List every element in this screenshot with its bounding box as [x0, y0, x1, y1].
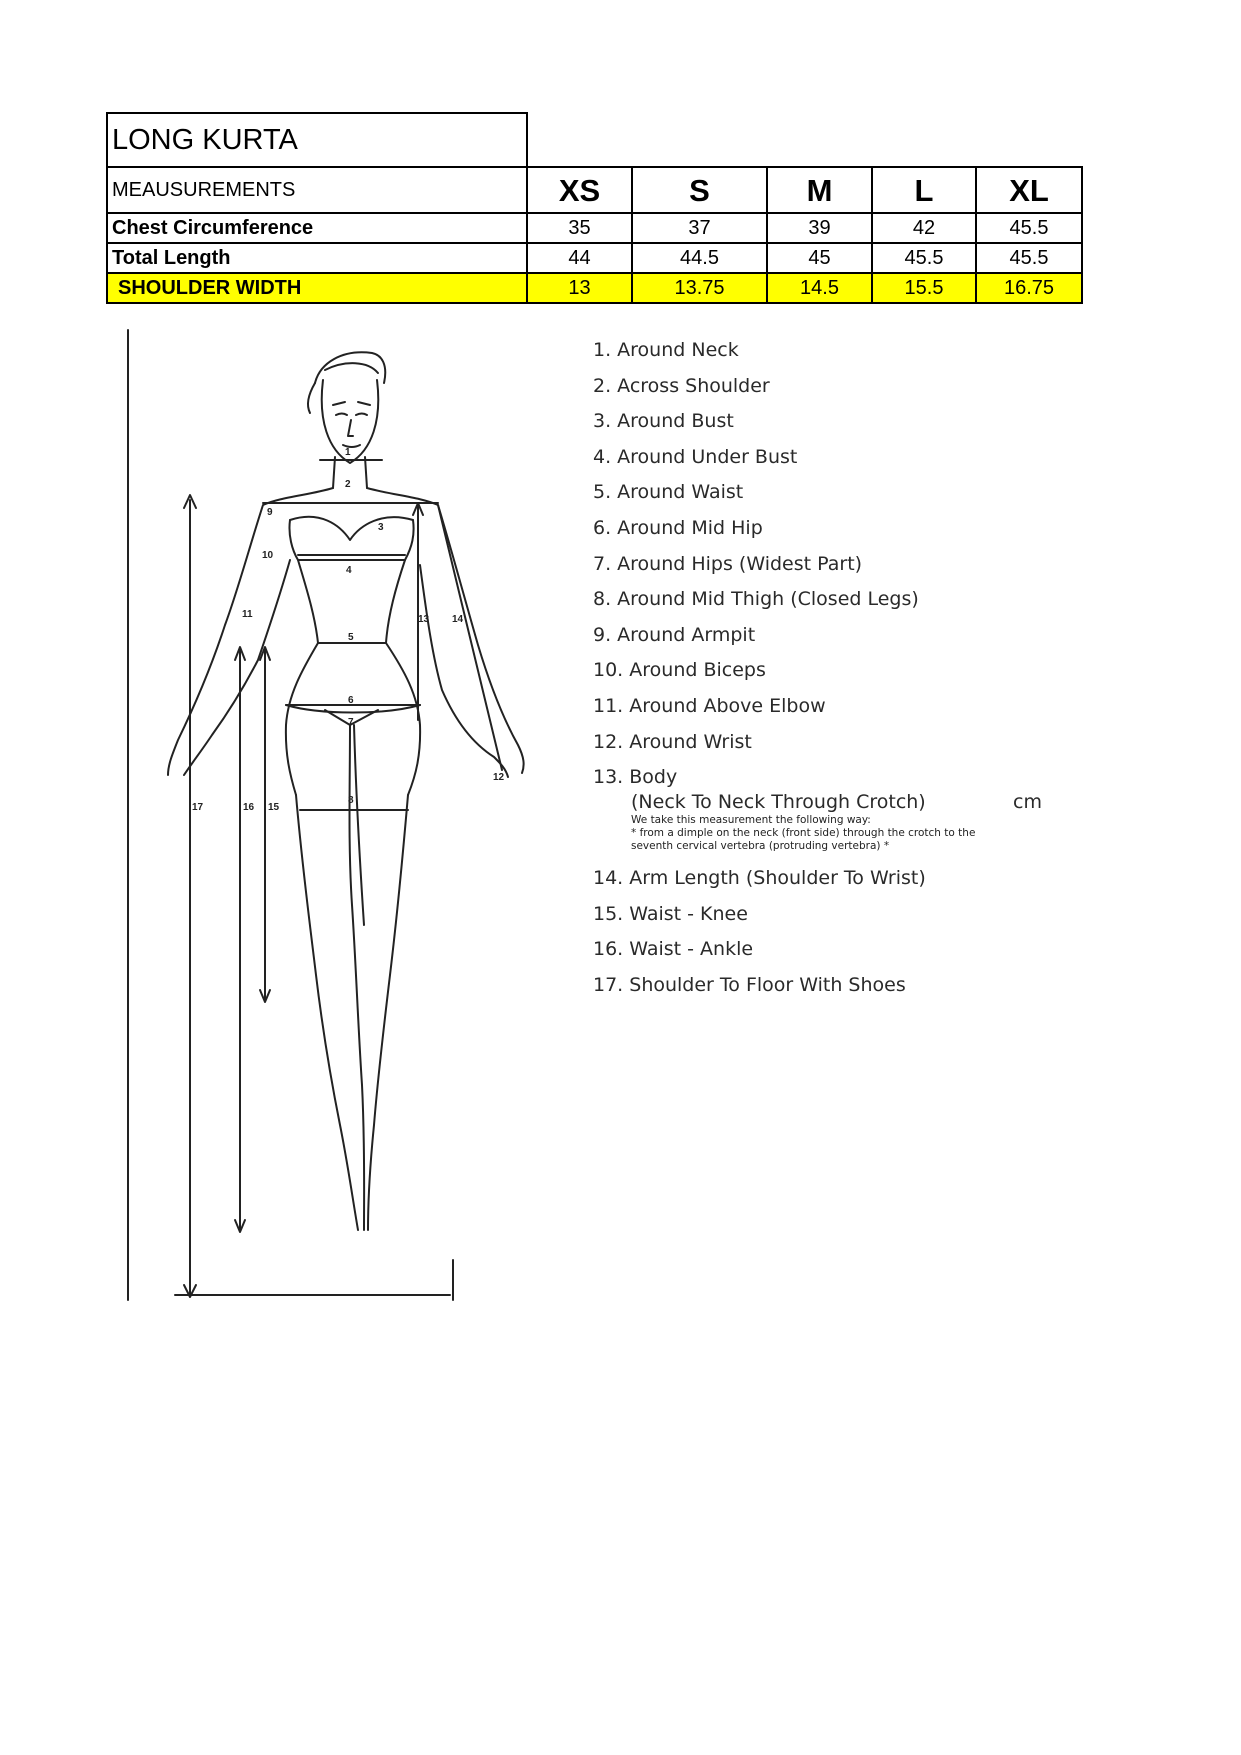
table-row [107, 213, 1082, 243]
measurements-header: MEAUSUREMENTS [107, 167, 527, 213]
callout-2: 2 [345, 479, 351, 490]
table-cell: 16.75 [976, 273, 1082, 303]
body-note-line: * from a dimple on the neck (front side) through the crotch to the [631, 827, 976, 840]
bust-top [290, 517, 413, 540]
row-label: SHOULDER WIDTH [107, 273, 527, 303]
size-header-m: M [767, 167, 872, 213]
size-header-xs: XS [527, 167, 632, 213]
legend-item: 12. Around Wrist [593, 730, 752, 753]
hip-right [386, 643, 420, 795]
table-cell: 37 [632, 213, 767, 243]
callout-17: 17 [192, 802, 204, 813]
legend-item: 15. Waist - Knee [593, 902, 748, 925]
measure-line-14 [438, 505, 502, 770]
body-note-line: seventh cervical vertebra (protruding vertebra) * [631, 840, 890, 853]
callout-11: 11 [242, 609, 253, 620]
legend-item: 14. Arm Length (Shoulder To Wrist) [593, 867, 926, 890]
brows [333, 402, 370, 405]
table-row-highlighted [107, 273, 1082, 303]
callout-1: 1 [345, 447, 351, 458]
table-cell: 39 [767, 213, 872, 243]
callout-9: 9 [267, 507, 273, 518]
body-subtitle: (Neck To Neck Through Crotch) [631, 791, 926, 814]
legend-item: 5. Around Waist [593, 481, 744, 504]
table-cell: 13.75 [632, 273, 767, 303]
callout-4: 4 [346, 565, 352, 576]
table-cell: 35 [527, 213, 632, 243]
callout-8: 8 [348, 795, 354, 806]
body-unit: cm [1013, 791, 1042, 814]
right-leg-inner [354, 725, 364, 925]
hair-outline [315, 352, 385, 383]
table-row [107, 243, 1082, 273]
callout-10: 10 [262, 550, 274, 561]
legend-item: 1. Around Neck [593, 339, 739, 361]
callout-15: 15 [268, 802, 280, 813]
table-cell: 14.5 [767, 273, 872, 303]
size-header-s: S [632, 167, 767, 213]
right-arm-outer [367, 488, 524, 773]
table-cell: 45 [767, 243, 872, 273]
table-cell: 45.5 [872, 243, 976, 273]
legend-item: 9. Around Armpit [593, 623, 756, 646]
legend-item: 7. Around Hips (Widest Part) [593, 552, 863, 575]
legend-item: 2. Across Shoulder [593, 374, 770, 397]
legend-item-body [593, 765, 1073, 853]
table-cell: 13 [527, 273, 632, 303]
torso-left [298, 560, 318, 643]
table-cell: 45.5 [976, 213, 1082, 243]
table-cell: 15.5 [872, 273, 976, 303]
callout-5: 5 [348, 632, 354, 643]
size-header-l: L [872, 167, 976, 213]
size-chart-table [106, 112, 1083, 304]
hip-left [286, 643, 318, 795]
row-label: Total Length [107, 243, 527, 273]
torso-right [386, 560, 405, 643]
legend-item: 3. Around Bust [593, 410, 734, 433]
legend-item: 8. Around Mid Thigh (Closed Legs) [593, 588, 919, 611]
nose [348, 420, 353, 436]
right-leg-outer [368, 795, 408, 1230]
body-note-line: We take this measurement the following way: [631, 814, 871, 827]
table-cell: 44 [527, 243, 632, 273]
eyes [336, 414, 367, 416]
body-measurement-figure [120, 325, 600, 1305]
briefs-line [286, 705, 420, 713]
legend-item: 17. Shoulder To Floor With Shoes [593, 973, 906, 996]
measurement-legend [593, 338, 1073, 1009]
callout-12: 12 [493, 772, 505, 783]
callout-6: 6 [348, 695, 354, 706]
callout-16: 16 [243, 802, 255, 813]
legend-item: 11. Around Above Elbow [593, 694, 826, 717]
legend-item: 4. Around Under Bust [593, 445, 798, 468]
hair-strand-left [308, 383, 315, 413]
table-cell: 44.5 [632, 243, 767, 273]
legend-item: 16. Waist - Ankle [593, 938, 754, 961]
callout-14: 14 [452, 614, 464, 625]
callout-3: 3 [378, 522, 384, 533]
left-leg-outer [296, 795, 358, 1230]
hair-strand [325, 363, 378, 373]
table-cell: 45.5 [976, 243, 1082, 273]
row-label: Chest Circumference [107, 213, 527, 243]
size-header-xl: XL [976, 167, 1082, 213]
legend-item: 10. Around Biceps [593, 659, 766, 682]
body-title: 13. Body [593, 766, 678, 789]
table-title: LONG KURTA [107, 113, 527, 167]
left-arm-outer [168, 488, 333, 775]
callout-13: 13 [418, 614, 430, 625]
legend-item: 6. Around Mid Hip [593, 516, 763, 539]
callout-7: 7 [348, 717, 354, 728]
callout-numbers [192, 447, 505, 813]
table-cell: 42 [872, 213, 976, 243]
